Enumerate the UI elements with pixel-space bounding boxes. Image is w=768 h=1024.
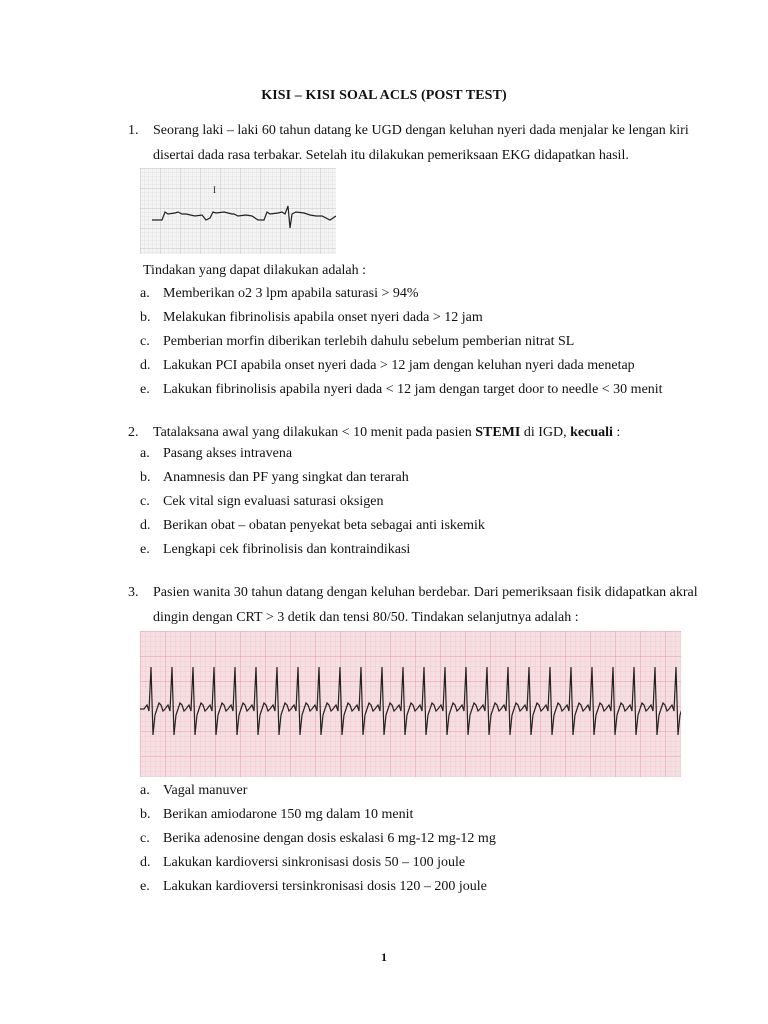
option-letter: d. [140,518,151,533]
option-letter: b. [140,310,151,325]
option-letter: d. [140,855,151,870]
question-1 [128,118,718,168]
question-number: 2. [128,425,139,440]
page-title: KISI – KISI SOAL ACLS (POST TEST) [261,88,507,103]
ecg-strip-2-graphic [140,631,681,777]
option-text: Memberikan o2 3 lpm apabila saturasi > 94% [163,286,419,301]
option-letter: e. [140,382,150,397]
option-text: Vagal manuver [163,783,248,798]
question-keyword: STEMI [475,425,521,440]
ecg-strip-1-graphic [140,168,336,254]
option-text: Lakukan kardioversi sinkronisasi dosis 50 – 100 joule [163,855,466,870]
option-letter: a. [140,286,150,301]
option-text: Berikan obat – obatan penyekat beta sebagai anti iskemik [163,518,485,533]
question-text: Pasien wanita 30 tahun datang dengan keluhan berdebar. Dari pemeriksaan fisik didapatkan akral dingin dengan CRT > 3 detik dan tensi 80/50. Tindakan selanjutnya adalah : [153,585,698,625]
option-letter: c. [140,334,150,349]
option-text: Lakukan fibrinolisis apabila nyeri dada < 12 jam dengan target door to needle < 30 menit [163,382,663,397]
option-text: Lakukan PCI apabila onset nyeri dada > 12 jam dengan keluhan nyeri dada menetap [163,358,635,373]
question-text-part: : [612,425,621,440]
page-number: 1 [381,950,387,964]
option-letter: e. [140,542,150,557]
option-text: Lengkapi cek fibrinolisis dan kontraindikasi [163,542,411,557]
option-text: Melakukan fibrinolisis apabila onset nyeri dada > 12 jam [163,310,483,325]
option-text: Berika adenosine dengan dosis eskalasi 6 mg-12 mg-12 mg [163,831,496,846]
question-number: 3. [128,585,139,600]
question-keyword: kecuali [570,425,613,440]
option-text: Lakukan kardioversi tersinkronisasi dosis 120 – 200 joule [163,879,487,894]
option-text: Anamnesis dan PF yang singkat dan terarah [163,470,409,485]
option-letter: a. [140,783,150,798]
option-text: Cek vital sign evaluasi saturasi oksigen [163,494,384,509]
option-letter: c. [140,494,150,509]
option-text: Pemberian morfin diberikan terlebih dahulu sebelum pemberian nitrat SL [163,334,575,349]
option-letter: b. [140,807,151,822]
option-letter: d. [140,358,151,373]
option-text: Pasang akses intravena [163,446,293,461]
question-3 [128,580,718,630]
option-letter: c. [140,831,150,846]
question-1-lead: Tindakan yang dapat dilakukan adalah : [143,263,367,278]
option-letter: e. [140,879,150,894]
ecg-strip-2 [140,631,681,777]
question-text: Seorang laki – laki 60 tahun datang ke UGD dengan keluhan nyeri dada menjalar ke lengan kiri disertai dada rasa terbakar. Setelah itu dilakukan pemeriksaan EKG didapatkan hasil. [153,123,689,163]
option-letter: b. [140,470,151,485]
ecg-lead-label: I [213,185,216,195]
question-number: 1. [128,123,139,138]
question-text-part: di IGD, [520,425,571,440]
option-text: Berikan amiodarone 150 mg dalam 10 menit [163,807,414,822]
ecg-strip-1 [140,168,336,254]
question-text-part: Tatalaksana awal yang dilakukan < 10 menit pada pasien [153,425,476,440]
option-letter: a. [140,446,150,461]
